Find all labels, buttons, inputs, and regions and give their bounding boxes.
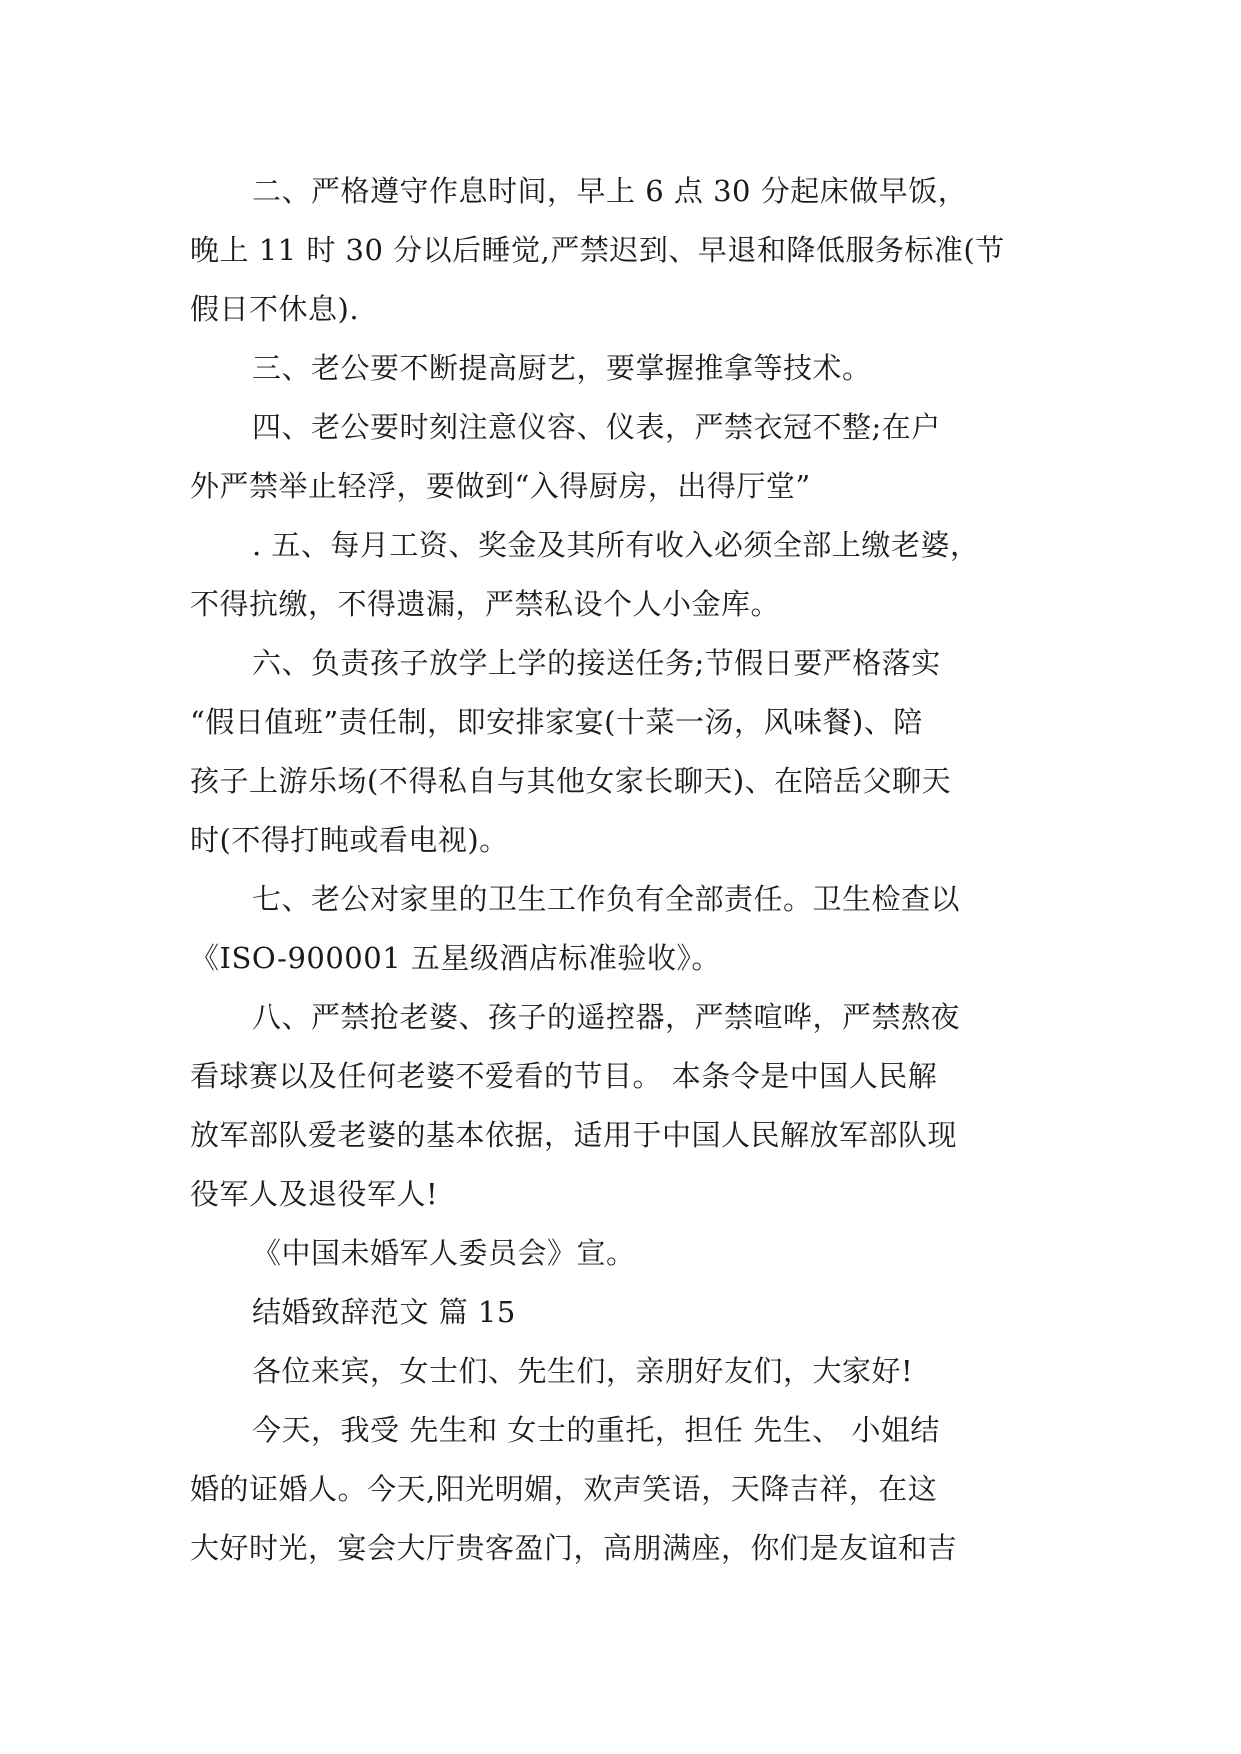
paragraph xyxy=(190,870,1052,988)
text-line: 六、负责孩子放学上学的接送任务;节假日要严格落实 xyxy=(252,646,941,680)
paragraph xyxy=(190,1342,1052,1401)
paragraph xyxy=(190,634,1052,870)
text-line: 八、严禁抢老婆、孩子的遥控器，严禁喧哗，严禁熬夜 xyxy=(252,1000,961,1034)
text-line: 结婚致辞范文 篇 15 xyxy=(252,1295,516,1329)
text-line: 假日不休息). xyxy=(190,292,360,326)
text-line: 外严禁举止轻浮，要做到“入得厨房，出得厅堂” xyxy=(190,469,811,503)
text-line: 二、严格遵守作息时间，早上 6 点 30 分起床做早饭， xyxy=(252,174,968,208)
paragraph xyxy=(190,339,1052,398)
text-line: . 五、每月工资、奖金及其所有收入必须全部上缴老婆， xyxy=(252,528,980,562)
text-line: 婚的证婚人。今天,阳光明媚，欢声笑语，天降吉祥，在这 xyxy=(190,1472,938,1506)
text-line: 大好时光，宴会大厅贵客盈门，高朋满座，你们是友谊和吉 xyxy=(190,1531,958,1565)
paragraph xyxy=(190,398,1052,516)
text-line: 四、老公要时刻注意仪容、仪表，严禁衣冠不整;在户 xyxy=(252,410,941,444)
document-body xyxy=(190,162,1052,1578)
paragraph xyxy=(190,162,1052,339)
text-line: 孩子上游乐场(不得私自与其他女家长聊天)、在陪岳父聊天 xyxy=(190,764,952,798)
text-line: 今天，我受 先生和 女士的重托，担任 先生、 小姐结 xyxy=(252,1413,940,1447)
text-line: 放军部队爱老婆的基本依据，适用于中国人民解放军部队现 xyxy=(190,1118,958,1152)
text-line: 各位来宾，女士们、先生们，亲朋好友们，大家好! xyxy=(252,1354,914,1388)
text-line: 不得抗缴，不得遗漏，严禁私设个人小金库。 xyxy=(190,587,781,621)
text-line: 《ISO-900001 五星级酒店标准验收》。 xyxy=(190,941,721,975)
paragraph xyxy=(190,1224,1052,1283)
text-line: 《中国未婚军人委员会》宣。 xyxy=(252,1236,636,1270)
paragraph xyxy=(190,1283,1052,1342)
text-line: “假日值班”责任制，即安排家宴(十菜一汤，风味餐)、陪 xyxy=(190,705,923,739)
text-line: 看球赛以及任何老婆不爱看的节目。 本条令是中国人民解 xyxy=(190,1059,938,1093)
text-line: 三、老公要不断提高厨艺，要掌握推拿等技术。 xyxy=(252,351,872,385)
text-line: 役军人及退役军人! xyxy=(190,1177,439,1211)
text-line: 时(不得打盹或看电视)。 xyxy=(190,823,509,857)
text-line: 晚上 11 时 30 分以后睡觉,严禁迟到、早退和降低服务标准(节 xyxy=(190,233,1005,267)
paragraph xyxy=(190,988,1052,1224)
text-line: 七、老公对家里的卫生工作负有全部责任。卫生检查以 xyxy=(252,882,961,916)
paragraph xyxy=(190,516,1052,634)
paragraph xyxy=(190,1401,1052,1578)
